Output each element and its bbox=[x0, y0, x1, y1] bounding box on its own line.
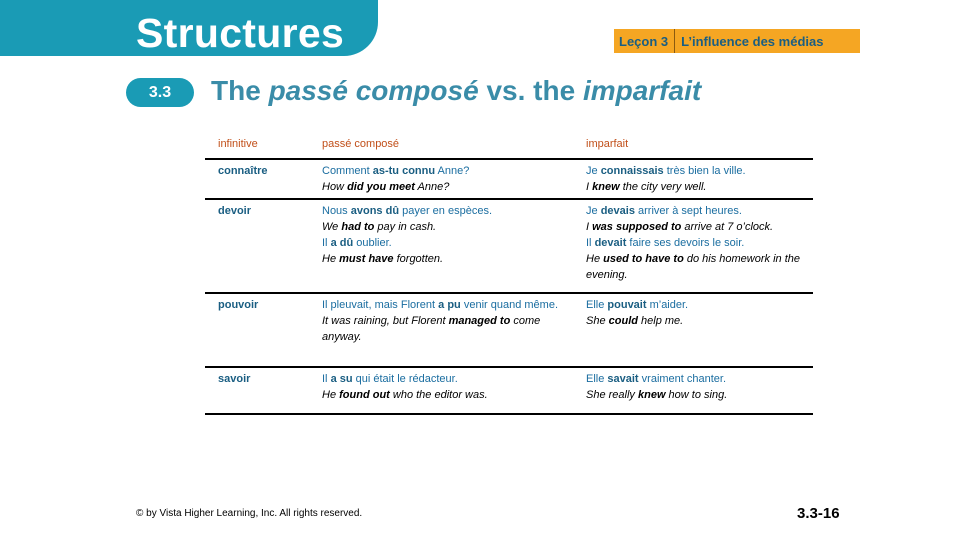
verb-infinitive: devoir bbox=[218, 205, 252, 217]
highlighted-verb: did you meet bbox=[347, 181, 415, 193]
table-row bbox=[205, 200, 813, 294]
example-text: arriver à sept heures. bbox=[634, 205, 742, 217]
passe-compose-cell bbox=[322, 297, 570, 345]
highlighted-verb: a dû bbox=[330, 237, 354, 249]
highlighted-verb: must have bbox=[339, 253, 394, 265]
example-text: Il bbox=[586, 237, 595, 249]
french-example bbox=[586, 163, 808, 179]
example-text: Il bbox=[322, 373, 331, 385]
header-title: Structures bbox=[136, 10, 345, 56]
highlighted-verb: connaissais bbox=[600, 165, 664, 177]
lesson-number: Leçon 3 bbox=[614, 29, 675, 53]
example-text: Il pleuvait, mais Florent bbox=[322, 299, 439, 311]
verb-infinitive: savoir bbox=[218, 373, 251, 385]
example-text: He bbox=[586, 253, 604, 265]
highlighted-verb: used to have to bbox=[603, 253, 684, 265]
english-translation bbox=[586, 179, 808, 195]
table-row bbox=[205, 160, 813, 200]
section-title-part1: The bbox=[211, 75, 269, 106]
highlighted-verb: had to bbox=[341, 221, 375, 233]
highlighted-verb: devais bbox=[600, 205, 635, 217]
imparfait-cell bbox=[586, 297, 808, 329]
example-text: Comment bbox=[322, 165, 373, 177]
section-number-badge: 3.3 bbox=[126, 78, 194, 107]
header-passe-compose: passé composé bbox=[322, 138, 400, 150]
french-example bbox=[586, 371, 808, 387]
example-text: Elle bbox=[586, 299, 608, 311]
example-text: arrive at 7 o’clock. bbox=[681, 221, 774, 233]
imparfait-cell bbox=[586, 371, 808, 403]
french-example bbox=[322, 235, 570, 251]
example-text: He bbox=[322, 389, 340, 401]
table-row bbox=[205, 294, 813, 368]
example-text: Anne? bbox=[435, 165, 470, 177]
table-body bbox=[205, 160, 813, 415]
highlighted-verb: avons dû bbox=[350, 205, 400, 217]
example-text: qui était le rédacteur. bbox=[352, 373, 458, 385]
section-title-italic1: passé composé bbox=[268, 75, 479, 106]
header-banner bbox=[0, 0, 378, 56]
french-example bbox=[586, 235, 808, 251]
example-text: Je bbox=[586, 165, 601, 177]
example-text: Elle bbox=[586, 373, 608, 385]
table-header bbox=[205, 131, 813, 160]
french-example bbox=[586, 203, 808, 219]
example-text: It was raining, but Florent bbox=[322, 315, 449, 327]
section-title-part2: vs. the bbox=[478, 75, 583, 106]
example-text: venir quand même. bbox=[460, 299, 558, 311]
example-text: How bbox=[322, 181, 348, 193]
highlighted-verb: devait bbox=[594, 237, 627, 249]
highlighted-verb: could bbox=[608, 315, 638, 327]
example-text: help me. bbox=[637, 315, 684, 327]
imparfait-cell bbox=[586, 203, 808, 283]
example-text: the city very well. bbox=[619, 181, 707, 193]
english-translation bbox=[586, 219, 808, 235]
example-text: Je bbox=[586, 205, 601, 217]
imparfait-cell bbox=[586, 163, 808, 195]
example-text: She bbox=[586, 315, 609, 327]
lesson-name: L’influence des médias bbox=[681, 33, 824, 49]
french-example bbox=[322, 163, 570, 179]
french-example bbox=[322, 297, 570, 313]
highlighted-verb: knew bbox=[592, 181, 620, 193]
english-translation bbox=[322, 313, 570, 345]
highlighted-verb: savait bbox=[607, 373, 639, 385]
slide-number: 3.3-16 bbox=[797, 505, 840, 522]
example-text: vraiment chanter. bbox=[638, 373, 727, 385]
example-text: We bbox=[322, 221, 342, 233]
english-translation bbox=[322, 219, 570, 235]
highlighted-verb: found out bbox=[339, 389, 390, 401]
english-translation bbox=[586, 313, 808, 329]
highlighted-verb: a su bbox=[330, 373, 353, 385]
header-imparfait: imparfait bbox=[586, 138, 629, 150]
passe-compose-cell bbox=[322, 203, 570, 267]
example-text: He bbox=[322, 253, 340, 265]
verb-infinitive: connaître bbox=[218, 165, 268, 177]
example-text: payer en espèces. bbox=[399, 205, 492, 217]
example-text: Nous bbox=[322, 205, 351, 217]
section-title bbox=[211, 74, 701, 108]
example-text: do his homework in the evening. bbox=[586, 253, 800, 281]
example-text: I bbox=[586, 221, 593, 233]
highlighted-verb: was supposed to bbox=[592, 221, 682, 233]
english-translation bbox=[322, 387, 570, 403]
example-text: who the editor was. bbox=[389, 389, 488, 401]
highlighted-verb: a pu bbox=[438, 299, 461, 311]
highlighted-verb: pouvait bbox=[607, 299, 647, 311]
example-text: très bien la ville. bbox=[663, 165, 746, 177]
example-text: how to sing. bbox=[665, 389, 728, 401]
french-example bbox=[586, 297, 808, 313]
french-example bbox=[322, 203, 570, 219]
example-text: m’aider. bbox=[646, 299, 689, 311]
passe-compose-cell bbox=[322, 371, 570, 403]
example-text: come anyway. bbox=[322, 315, 541, 343]
english-translation bbox=[322, 251, 570, 267]
example-text: Anne? bbox=[414, 181, 450, 193]
example-text: She really bbox=[586, 389, 638, 401]
english-translation bbox=[322, 179, 570, 195]
example-text: forgotten. bbox=[393, 253, 444, 265]
verb-infinitive: pouvoir bbox=[218, 299, 259, 311]
passe-compose-cell bbox=[322, 163, 570, 195]
example-text: Il bbox=[322, 237, 331, 249]
example-text: I bbox=[586, 181, 593, 193]
table-row bbox=[205, 368, 813, 415]
header-infinitive: infinitive bbox=[218, 138, 258, 150]
english-translation bbox=[586, 387, 808, 403]
lesson-tag bbox=[614, 29, 860, 53]
example-text: faire ses devoirs le soir. bbox=[626, 237, 745, 249]
highlighted-verb: knew bbox=[637, 389, 666, 401]
example-text: oublier. bbox=[353, 237, 392, 249]
grammar-table bbox=[205, 131, 813, 415]
french-example bbox=[322, 371, 570, 387]
highlighted-verb: managed to bbox=[448, 315, 511, 327]
section-title-italic2: imparfait bbox=[582, 75, 702, 106]
highlighted-verb: as-tu connu bbox=[372, 165, 436, 177]
example-text: pay in cash. bbox=[374, 221, 437, 233]
copyright-notice: © by Vista Higher Learning, Inc. All rights reserved. bbox=[136, 508, 363, 519]
english-translation bbox=[586, 251, 808, 283]
